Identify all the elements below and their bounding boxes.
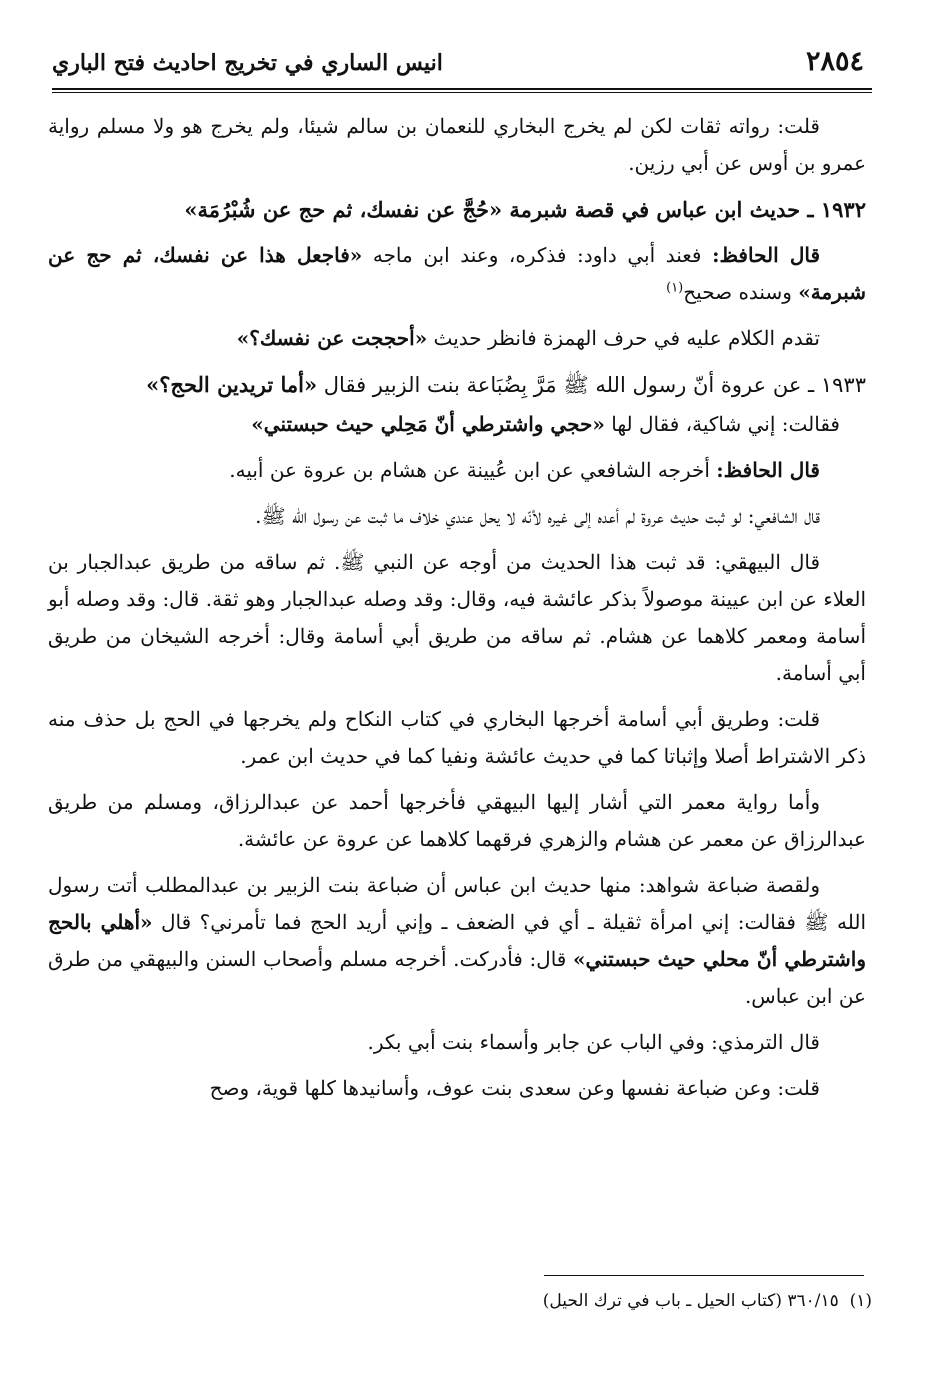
paragraph-shawahid <box>48 867 866 1015</box>
main-text <box>48 108 866 1116</box>
hafiz-text-2: وسنده صحيح <box>683 280 799 304</box>
hadith-1933-answer: «حجي واشترطي أنّ مَحِلي حيث حبستني» <box>251 412 605 436</box>
hafiz-text-3: أخرجه الشافعي عن ابن عُيينة عن هشام بن عروة عن أبيه. <box>229 458 717 482</box>
hadith-1933-question: «أما تريدين الحج؟» <box>146 372 318 397</box>
header-rule <box>52 88 872 93</box>
paragraph-mamar: وأما رواية معمر التي أشار إليها البيهقي فأخرجها أحمد عن عبدالرزاق، ومسلم من طريق عبدالرزاق عن معمر عن هشام والزهري فرقهما كلاهما عن عروة عن عائشة. <box>48 790 866 851</box>
hadith-1933-prefix: ١٩٣٣ ـ عن عروة أنّ رسول الله ﷺ مَرَّ بِضُبَاعة بنت الزبير فقال <box>317 373 866 397</box>
footnote-ref: (١) <box>666 280 684 296</box>
hafiz-text-1: فعند أبي داود: فذكره، وعند ابن ماجه <box>362 243 713 267</box>
paragraph-hafiz-1933 <box>48 452 866 489</box>
hafiz-quote: «فاجعل هذا عن نفسك، ثم حج عن شبرمة» <box>48 243 866 304</box>
hadith-1932-text: «حُجَّ عن نفسك، ثم حج عن شُبْرُمَة» <box>184 197 503 222</box>
paragraph-tirmidhi: قال الترمذي: وفي الباب عن جابر وأسماء بنت أبي بكر. <box>367 1030 820 1054</box>
paragraph-see-also <box>48 320 866 357</box>
hadith-1933-cont-text: فقالت: إني شاكية، فقال لها <box>604 412 840 436</box>
paragraph-shafii: قال الشافعي: لو ثبت حديث عروة لم أعده إلى غيره لأنّه لا يحل عندي خلاف ما ثبت عن رسول الله ﷺ. <box>255 504 820 528</box>
see-also-hadith: «أحججت عن نفسك؟» <box>236 326 428 350</box>
see-also-text: تقدم الكلام عليه في حرف الهمزة فانظر حديث <box>427 326 820 350</box>
hafiz-label-2: قال الحافظ: <box>716 458 820 482</box>
paragraph-qultu-1: قلت: رواته ثقات لكن لم يخرج البخاري للنعمان بن سالم شيئا، ولم يخرج هو ولا مسلم رواية عمرو بن أوس عن أبي رزين. <box>48 114 866 175</box>
page-header <box>52 44 872 88</box>
footnote-number: (١) <box>849 1291 872 1311</box>
footnote-text: ٣٦٠/١٥ (كتاب الحيل ـ باب في ترك الحيل) <box>542 1291 839 1311</box>
hadith-1932-prefix: ١٩٣٢ ـ حديث ابن عباس في قصة شبرمة <box>502 197 866 222</box>
hadith-1933 <box>48 366 866 404</box>
paragraph-qultu-2: قلت: وطريق أبي أسامة أخرجها البخاري في كتاب النكاح ولم يخرجها في الحج بل حذف منه ذكر الاشتراط أصلا وإثباتا كما في حديث عائشة ونفيا كما في حديث ابن عمر. <box>48 707 866 768</box>
footnote-rule <box>544 1275 864 1276</box>
footnote <box>372 1288 872 1314</box>
book-title: انيس الساري في تخريج احاديث فتح الباري <box>52 50 443 76</box>
shawahid-text-2: قال: فأدركت. أخرجه مسلم وأصحاب السنن والبيهقي من طرق عن ابن عباس. <box>48 947 866 1008</box>
page-number: ٢٨٥٤ <box>805 46 864 77</box>
paragraph-hafiz-1932 <box>48 237 866 311</box>
hadith-1932 <box>48 191 866 228</box>
paragraph-qultu-3: قلت: وعن ضباعة نفسها وعن سعدى بنت عوف، وأسانيدها كلها قوية، وصح <box>209 1076 820 1100</box>
hafiz-label: قال الحافظ: <box>712 243 821 267</box>
shawahid-text-1: ولقصة ضباعة شواهد: منها حديث ابن عباس أن ضباعة بنت الزبير بن عبدالمطلب أتت رسول الله ﷺ فقالت: إني امرأة ثقيلة ـ أي في الضعف ـ وإني أريد الحج فما تأمرني؟ قال <box>48 873 866 934</box>
paragraph-bayhaqi: قال البيهقي: قد ثبت هذا الحديث من أوجه عن النبي ﷺ. ثم ساقه من طريق عبدالجبار بن العلاء عن ابن عيينة موصولاً بذكر عائشة فيه، وقال: وقد وصله عبدالجبار وهو ثقة. قال: وقد وصله أبو أسامة ومعمر كلاهما عن هشام. ثم ساقه من طريق أبي أسامة وقال: أخرجه الشيخان من طريق أبي أسامة. <box>48 550 866 685</box>
hadith-1933-continuation <box>48 406 866 443</box>
shawahid-quote: «أهلي بالحج واشترطي أنّ محلي حيث حبستني» <box>48 910 866 971</box>
